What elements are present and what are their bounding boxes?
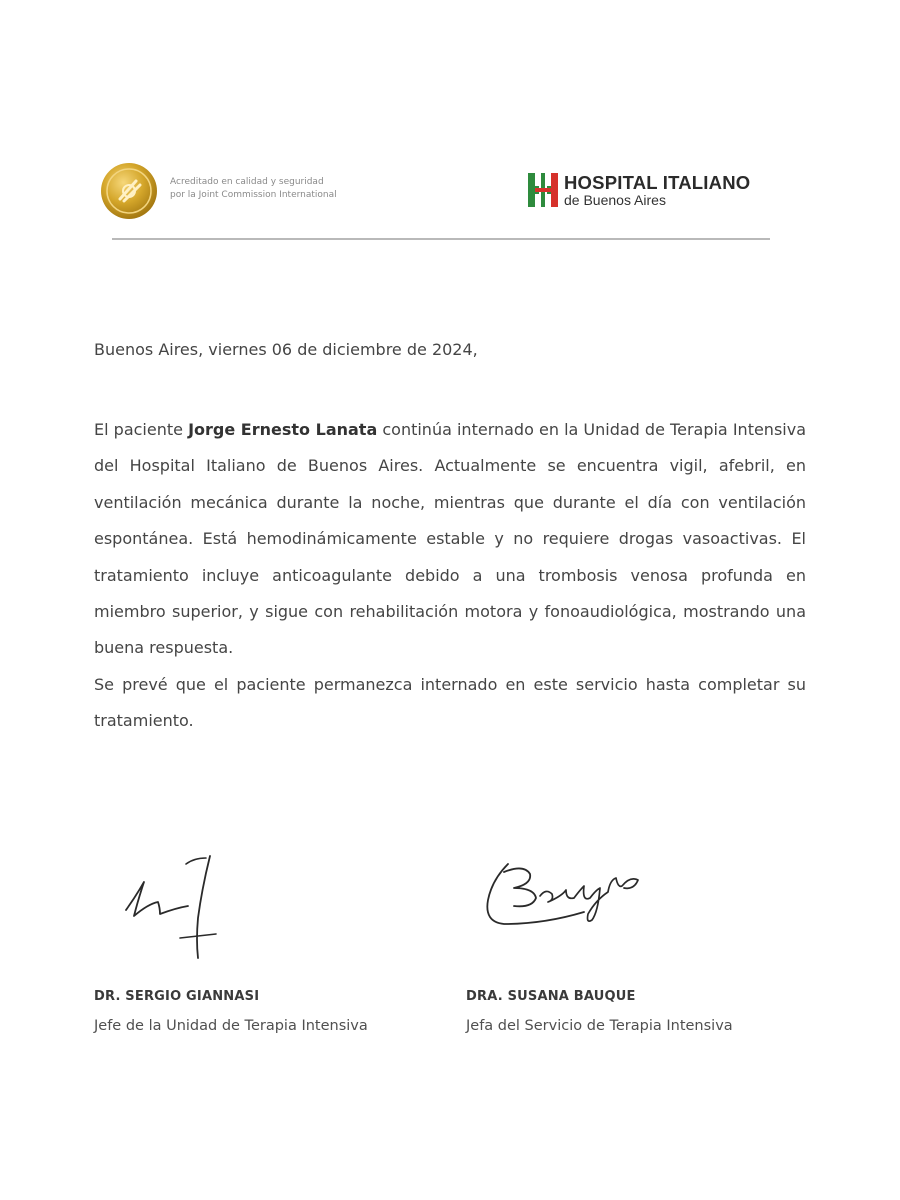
letter-body	[94, 412, 806, 740]
hospital-name: HOSPITAL ITALIANO	[564, 172, 751, 193]
paragraph-1-prefix: El paciente	[94, 420, 189, 439]
signature-bauque	[474, 850, 674, 940]
patient-name: Jorge Ernesto Lanata	[188, 420, 378, 439]
signer-1-name: DR. SERGIO GIANNASI	[94, 989, 260, 1004]
paragraph-1-rest: continúa internado en la Unidad de Terapia Intensiva del Hospital Italiano de Buenos Aires. Actualmente se encuentra vigil, afebril, en ventilación mecánica durante la noche, mientras que durante el día con ventilación espontánea. Está hemodinámicamente estable y no requiere drogas vasoactivas. El tratamiento incluye anticoagulante debido a una trombosis venosa profunda en miembro superior, y sigue con rehabilitación motora y fonoaudiológica, mostrando una buena respuesta.	[94, 420, 807, 658]
hospital-cross-icon	[528, 173, 558, 207]
signer-1-title: Jefe de la Unidad de Terapia Intensiva	[94, 1018, 368, 1034]
paragraph-1	[94, 412, 806, 667]
jci-gold-seal-icon	[100, 162, 158, 220]
letterhead	[0, 0, 900, 250]
header-divider	[112, 238, 770, 240]
accreditation-line-2: por la Joint Commission International	[170, 190, 337, 200]
accreditation-text	[170, 176, 337, 202]
signer-2-name: DRA. SUSANA BAUQUE	[466, 989, 636, 1004]
paragraph-2: Se prevé que el paciente permanezca internado en este servicio hasta completar su tratamiento.	[94, 674, 806, 731]
accreditation-line-1: Acreditado en calidad y seguridad	[170, 177, 324, 187]
date-line: Buenos Aires, viernes 06 de diciembre de 2024,	[94, 340, 478, 359]
hospital-logo	[528, 172, 788, 212]
signature-giannasi	[114, 848, 234, 963]
hospital-subtitle: de Buenos Aires	[564, 192, 666, 208]
signer-2-title: Jefa del Servicio de Terapia Intensiva	[466, 1018, 733, 1034]
